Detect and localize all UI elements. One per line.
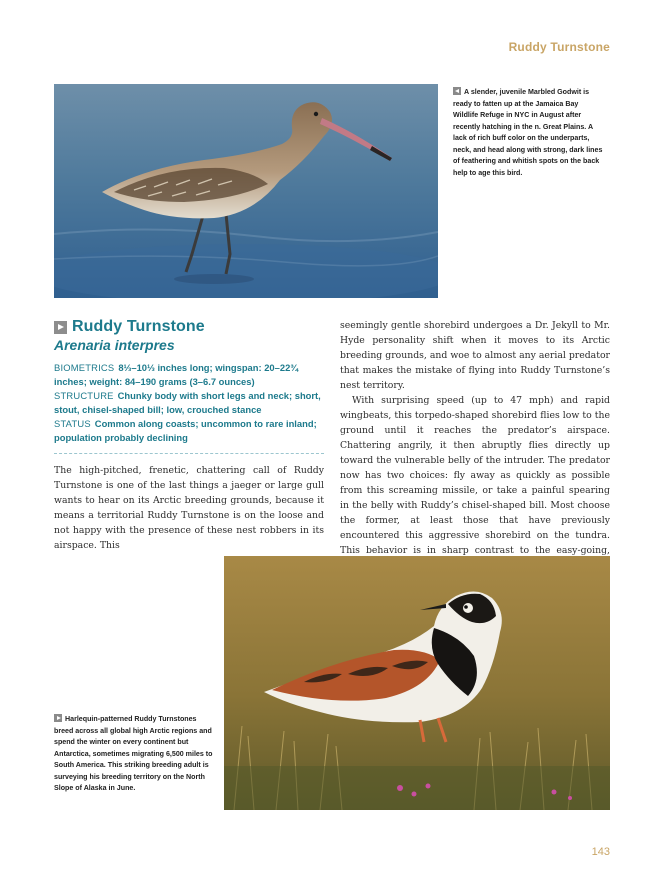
caption-pointer-right-icon [54, 714, 62, 722]
species-latin-name: Arenaria interpres [54, 337, 175, 353]
body-paragraph: seemingly gentle shorebird undergoes a Dr. Jekyll to Mr. Hyde personality shift when it moves to its Arctic breeding grounds, and woe to almost any aerial predator that makes the mistake of flying into Ruddy Turnstone’s nest territory. [340, 320, 610, 391]
status-label: STATUS [54, 418, 91, 429]
body-paragraph: With surprising speed (up to 47 mph) and rapid wingbeats, this torpedo-shaped shorebird flies low to the ground until it reaches the predator’s airspace. Chattering angrily, it then abruptly flies directly up toward the vulnerable belly of the intruder. The predator now has two choices: fly away as quickly as possible from this screaming missile, or take a painful spearing in the belly with Ruddy’s chisel-shaped bill. Most choose the former, at least those that have previously encountered this aggressive shorebird on the tundra. This behavior is in sharp contrast to the easy-going, [340, 395, 610, 556]
species-common-name: Ruddy Turnstone [72, 318, 205, 335]
species-heading [54, 318, 205, 336]
body-text-right [340, 318, 610, 573]
structure-value: Chunky body with short legs and neck; short, stout, chisel-shaped bill; low, crouched stance [54, 390, 321, 415]
biometrics-label: BIOMETRICS [54, 362, 115, 373]
species-marker-icon [54, 321, 67, 334]
page-number: 143 [591, 846, 610, 858]
caption-pointer-left-icon [453, 87, 461, 95]
ruddy-turnstone-photo [224, 556, 610, 810]
caption-bottom-text: Harlequin-patterned Ruddy Turnstones breed across all global high Arctic regions and spend the winter on every continent but Antarctica, sometimes migrating 6,500 miles to South America. This striking breeding adult is surveying his breeding territory on the North Slope of Alaska in June. [54, 715, 213, 792]
biometrics-line [54, 361, 324, 389]
body-paragraph: The high-pitched, frenetic, chattering call of Ruddy Turnstone is one of the last things a jaeger or large gull wants to hear on its Arctic breeding grounds, because it means a territorial Ruddy Turnstone is on the loose and not happy with the presence of these nest robbers in its airspace. This [54, 465, 324, 551]
body-text-left [54, 463, 324, 553]
status-value: Common along coasts; uncommon to rare inland; population probably declining [54, 418, 317, 443]
caption-top-text: A slender, juvenile Marbled Godwit is ready to fatten up at the Jamaica Bay Wildlife Refuge in NYC in August after recently hatching in the n. Great Plains. A lack of rich buff color on the underparts, neck, and head along with strong, dark lines of feathering and whitish spots on the back help to age this bird. [453, 88, 603, 177]
dotted-divider [54, 453, 324, 454]
structure-line [54, 389, 324, 417]
structure-label: STRUCTURE [54, 390, 114, 401]
status-line [54, 417, 324, 445]
biometrics-value: 8⅓–10⅓ inches long; wingspan: 20–22¾ inches; weight: 84–190 grams (3–6.7 ounces) [54, 362, 299, 387]
caption-top [453, 87, 603, 179]
marbled-godwit-photo [54, 84, 438, 298]
running-head: Ruddy Turnstone [508, 40, 610, 54]
caption-bottom [54, 714, 216, 795]
species-facts [54, 361, 324, 445]
